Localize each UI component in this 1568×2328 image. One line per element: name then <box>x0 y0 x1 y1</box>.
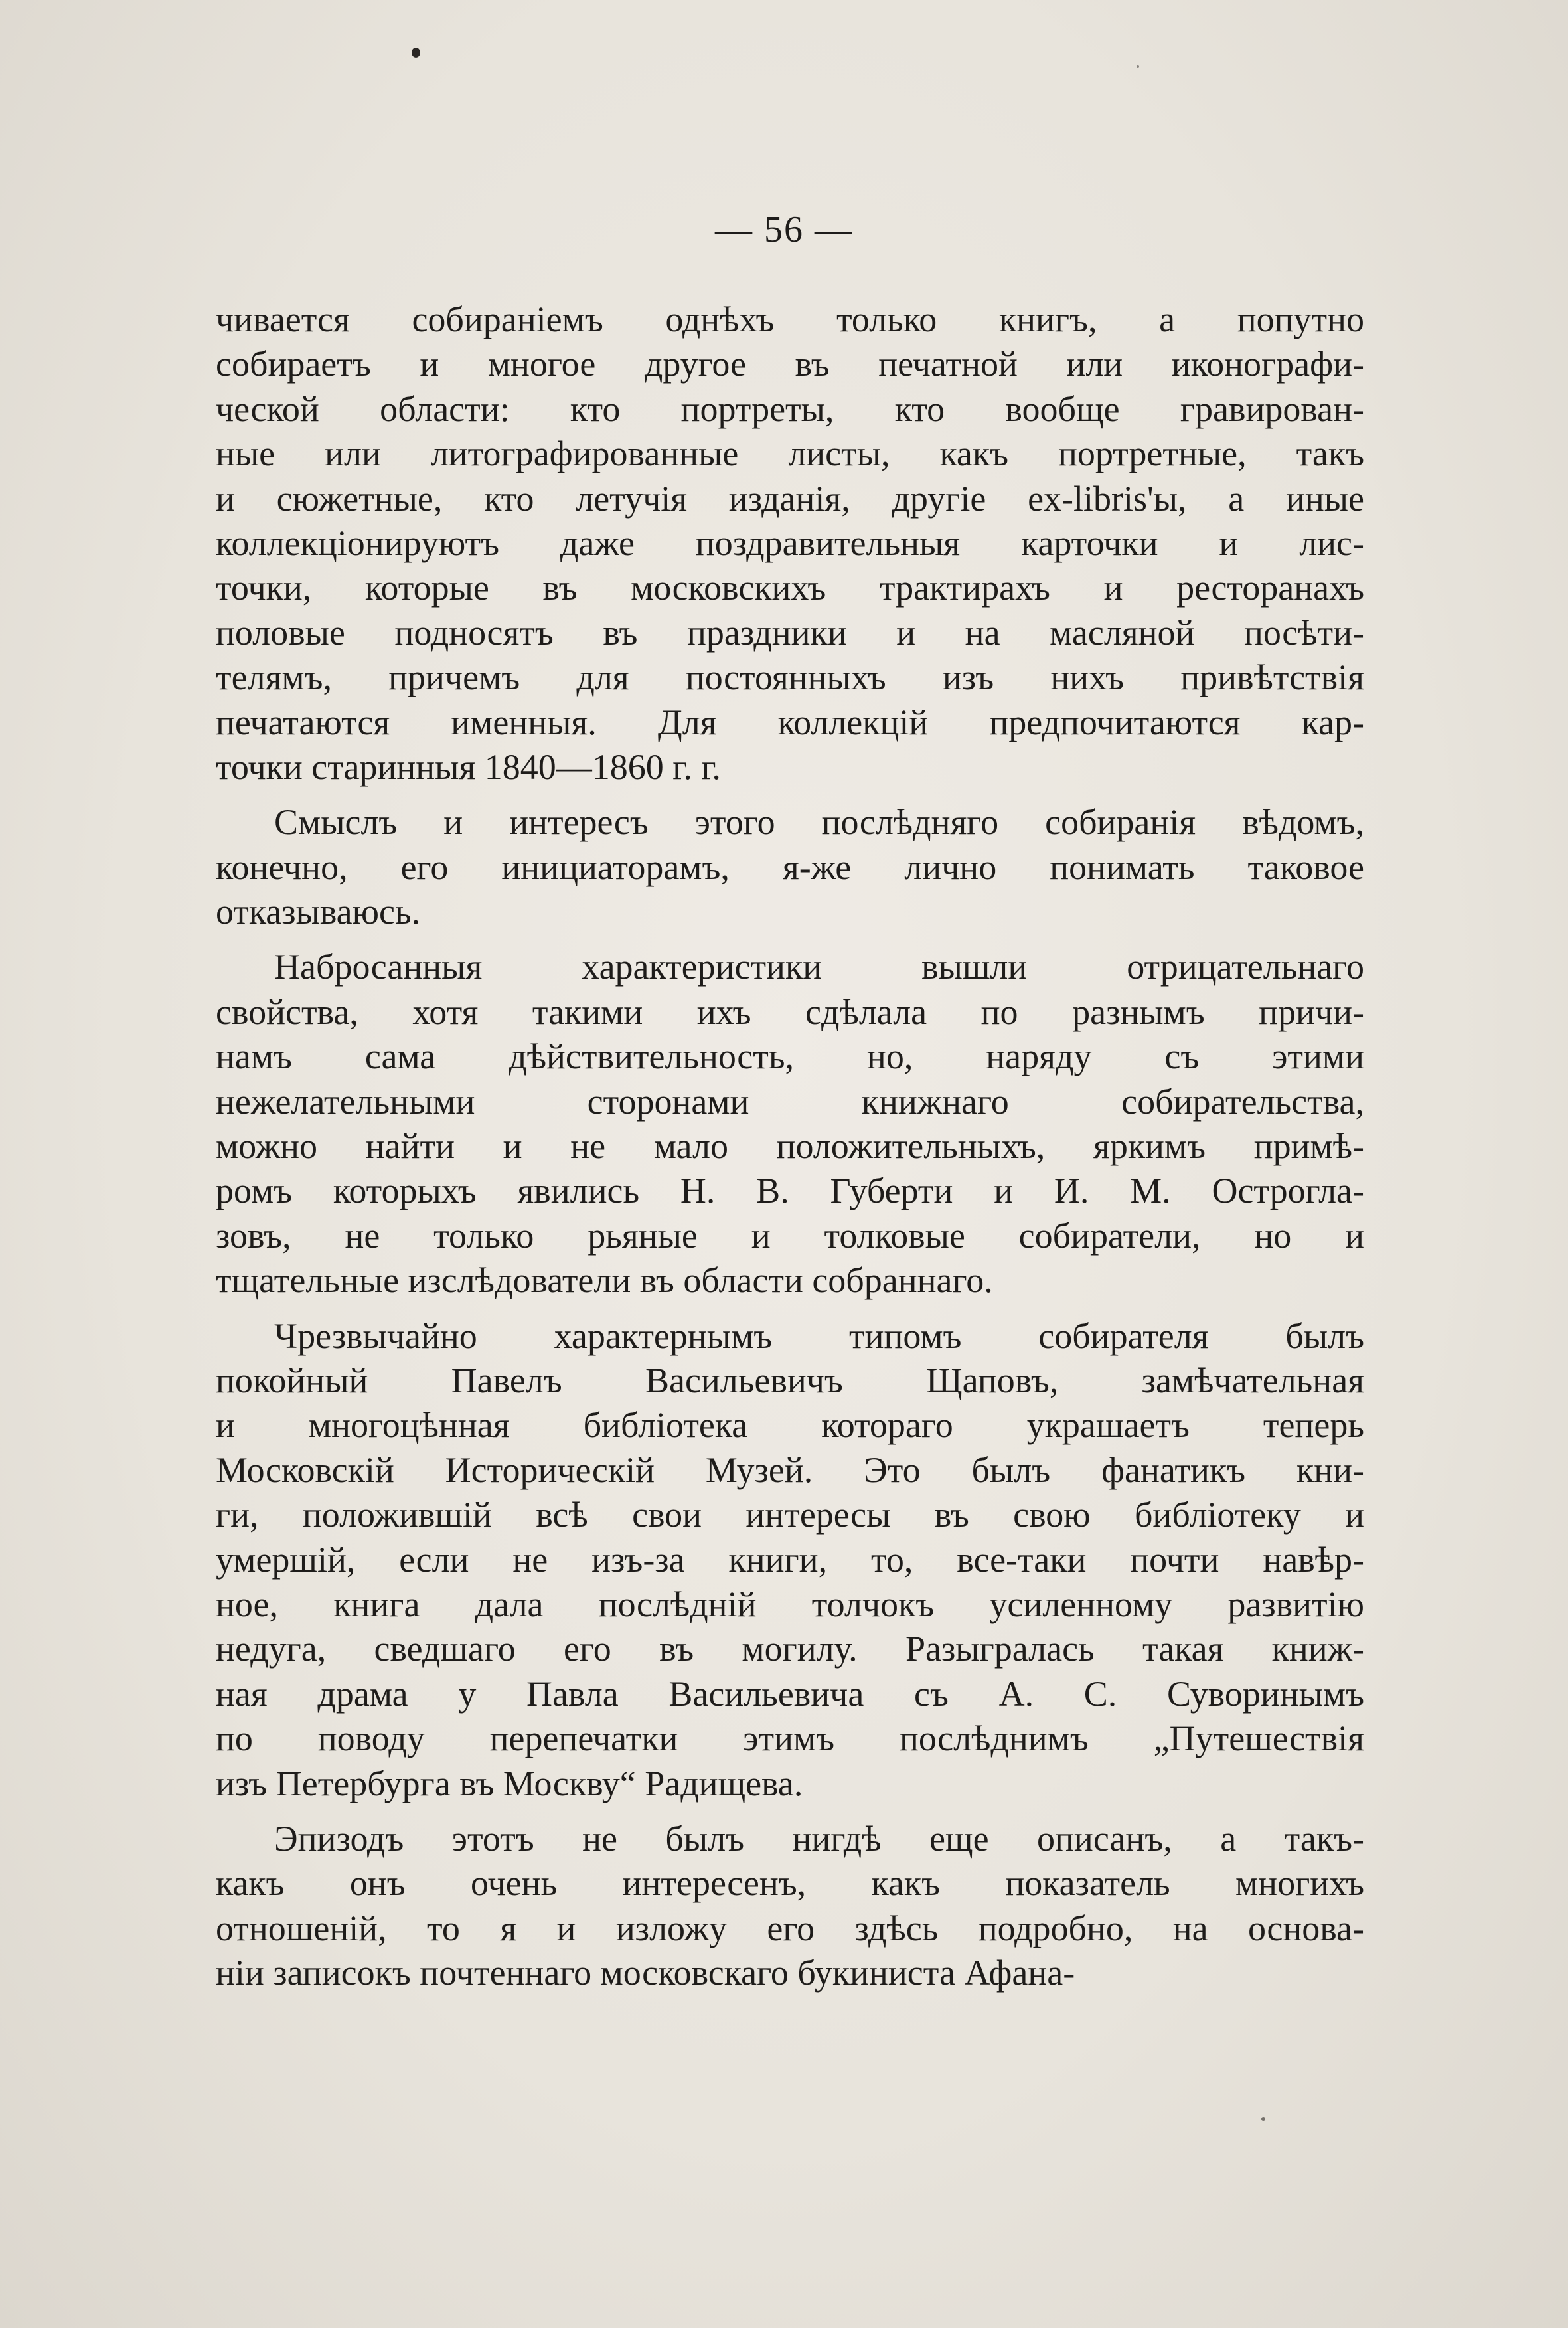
text-line: Московскiй Историческiй Музей. Это былъ фанатикъ кни- <box>216 1450 1364 1490</box>
text-line: коллекцiонируютъ даже поздравительныя карточки и лис- <box>216 523 1364 563</box>
text-line: какъ онъ очень интересенъ, какъ показатель многихъ <box>216 1863 1364 1904</box>
text-line: ные или литографированные листы, какъ портретные, такъ <box>216 434 1364 474</box>
paragraph <box>216 297 1364 790</box>
text-line: ческой области: кто портреты, кто вообще гравирован- <box>216 388 1364 429</box>
text-line: чивается собиранiемъ однѣхъ только книгъ, а попутно <box>216 299 1364 339</box>
text-line: собираетъ и многое другое въ печатной или иконографи- <box>216 344 1364 384</box>
ink-speck <box>1261 2117 1265 2121</box>
text-line: Чрезвычайно характернымъ типомъ собирателя былъ <box>274 1315 1364 1356</box>
text-line: покойный Павелъ Васильевичъ Щаповъ, замѣчательная <box>216 1360 1364 1400</box>
text-line: конечно, его инициаторамъ, я-же лично понимать таковое <box>216 847 1364 887</box>
text-line: печатаются именныя. Для коллекцiй предпочитаются кар- <box>216 702 1364 742</box>
text-line: по поводу перепечатки этимъ послѣднимъ „Путешествiя <box>216 1718 1364 1759</box>
text-line: и сюжетные, кто летучiя изданiя, другiе ex-libris'ы, а иные <box>216 478 1364 519</box>
text-line: Набросанныя характеристики вышли отрицательнаго <box>274 947 1364 987</box>
ink-speck <box>412 48 420 58</box>
text-line: отношенiй, то я и изложу его здѣсь подробно, на основа- <box>216 1908 1364 1948</box>
text-line: отказываюсь. <box>216 892 421 932</box>
text-line: ное, книга дала послѣднiй толчокъ усиленному развитiю <box>216 1584 1364 1624</box>
text-line: Эпизодъ этотъ не былъ нигдѣ еще описанъ, а такъ- <box>274 1818 1364 1859</box>
paragraph <box>216 1314 1364 1806</box>
text-line: недуга, сведшаго его въ могилу. Разыгралась такая книж- <box>216 1629 1364 1669</box>
page-number: — 56 — <box>715 209 853 250</box>
text-line: тщательные изслѣдователи въ области собраннаго. <box>216 1260 993 1301</box>
text-line: ги, положившiй всѣ свои интересы въ свою библiотеку и <box>216 1495 1364 1535</box>
text-line: телямъ, причемъ для постоянныхъ изъ нихъ привѣтствiя <box>216 657 1364 698</box>
text-line: свойства, хотя такими ихъ сдѣлала по разнымъ причи- <box>216 991 1364 1032</box>
text-line: нежелательными сторонами книжнаго собирательства, <box>216 1081 1364 1122</box>
text-line: точки старинныя 1840—1860 г. г. <box>216 746 721 787</box>
text-line: точки, которые въ московскихъ трактирахъ и ресторанахъ <box>216 568 1364 608</box>
text-line: умершiй, если не изъ-за книги, то, все-таки почти навѣр- <box>216 1539 1364 1580</box>
text-line: намъ сама дѣйствительность, но, наряду съ этими <box>216 1037 1364 1077</box>
paragraph <box>216 1817 1364 1996</box>
paragraph <box>216 945 1364 1303</box>
text-line: Смыслъ и интересъ этого послѣдняго собиранiя вѣдомъ, <box>274 802 1364 843</box>
text-line: можно найти и не мало положительныхъ, яркимъ примѣ- <box>216 1126 1364 1167</box>
body-text <box>216 297 1364 1995</box>
paragraph <box>216 800 1364 934</box>
ink-speck <box>1137 65 1139 68</box>
text-line: и многоцѣнная библiотека котораго украшаетъ теперь <box>216 1405 1364 1446</box>
text-line: ная драма у Павла Васильевича съ А. С. Суворинымъ <box>216 1673 1364 1714</box>
text-line: половые подносятъ въ праздники и на масляной посѣти- <box>216 612 1364 653</box>
text-line: зовъ, не только рьяные и толковые собиратели, но и <box>216 1215 1364 1256</box>
text-line: нiи записокъ почтеннаго московскаго букиниста Афана- <box>216 1953 1075 1993</box>
text-line: изъ Петербурга въ Москву“ Радищева. <box>216 1763 803 1803</box>
text-line: ромъ которыхъ явились Н. В. Губерти и И. М. Острогла- <box>216 1171 1364 1211</box>
